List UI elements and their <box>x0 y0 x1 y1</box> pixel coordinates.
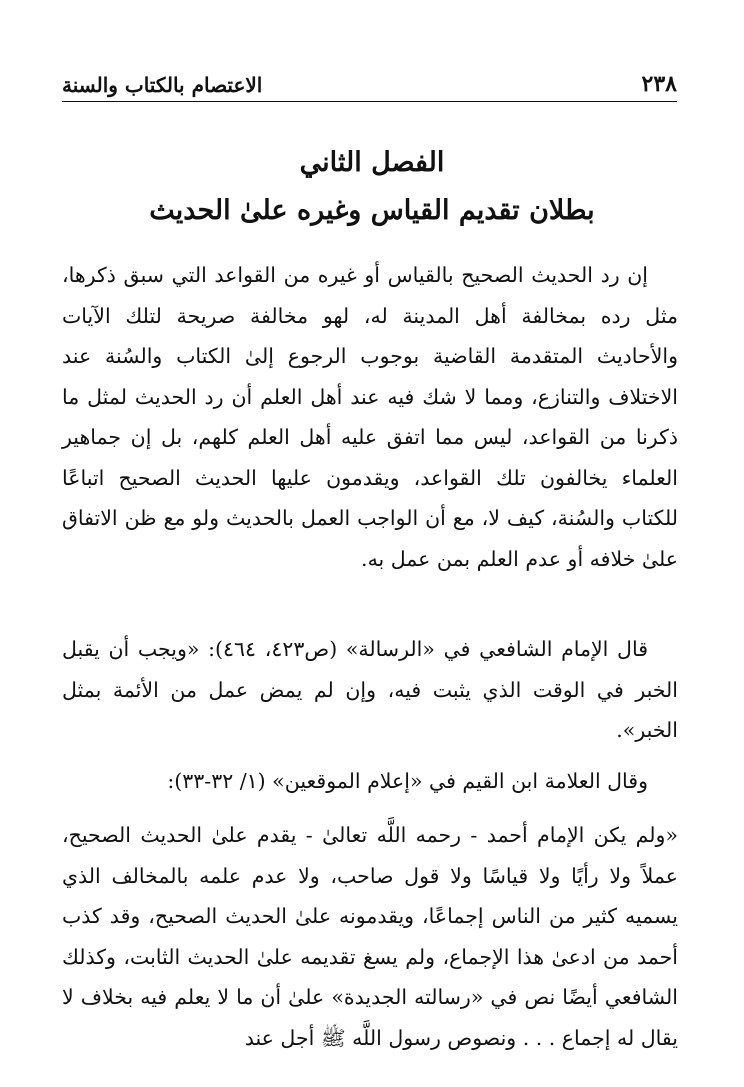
chapter-title: بطلان تقديم القياس وغيره علىٰ الحديث <box>149 195 595 226</box>
chapter-label: الفصل الثاني <box>299 147 445 178</box>
paragraph-3: وقال العلامة ابن القيم في «إعلام الموقعين» (١/ ٣٢-٣٣): <box>167 768 648 793</box>
page-number: ٢٣٨ <box>641 71 677 97</box>
running-title: الاعتصام بالكتاب والسنة <box>62 73 263 97</box>
paragraph-1: إن رد الحديث الصحيح بالقياس أو غيره من القواعد التي سبق ذكرها، مثل رده بمخالفة أهل المدينة له، لهو مخالفة صريحة لتلك الآيات والأحاديث المتقدمة القاضية بوجوب الرجوع إلىٰ الكتاب والسُنة عند الاختلاف والتنازع، ومما لا شك فيه عند أهل العلم أن رد الحديث لمثل ما ذكرنا من القواعد، ليس مما اتفق عليه أهل العلم كلهم، بل إن جماهير العلماء يخالفون تلك القواعد، ويقدمون عليها الحديث الصحيح اتباعًا للكتاب والسُنة، كيف لا، مع أن الواجب العمل بالحديث ولو مع ظن الاتفاق علىٰ خلافه أو عدم العلم بمن عمل به. <box>62 263 678 571</box>
chapter-heading <box>62 143 682 233</box>
paragraph-4-quote: «ولم يكن الإمام أحمد - رحمه اللَّه تعالىٰ - يقدم علىٰ الحديث الصحيح، عملاً ولا رأيًا ولا قياسًا ولا قول صاحب، ولا عدم علمه بالمخالف الذي يسميه كثير من الناس إجماعًا، ويقدمونه علىٰ الحديث الصحيح، وقد كذب أحمد من ادعىٰ هذا الإجماع، ولم يسغ تقديمه علىٰ الحديث الثابت، وكذلك الشافعي أيضًا نص في «رسالته الجديدة» علىٰ أن ما لا يعلم فيه بخلاف لا يقال له إجماع . . . ونصوص رسول اللَّه ﷺ أجل عند <box>62 823 678 1050</box>
paragraph-2: قال الإمام الشافعي في «الرسالة» (ص٤٢٣، ٤٦٤): «ويجب أن يقبل الخبر في الوقت الذي يثبت فيه، وإن لم يمض عمل من الأئمة بمثل الخبر». <box>62 637 678 742</box>
page-header <box>62 62 677 102</box>
body-text <box>62 255 678 1058</box>
